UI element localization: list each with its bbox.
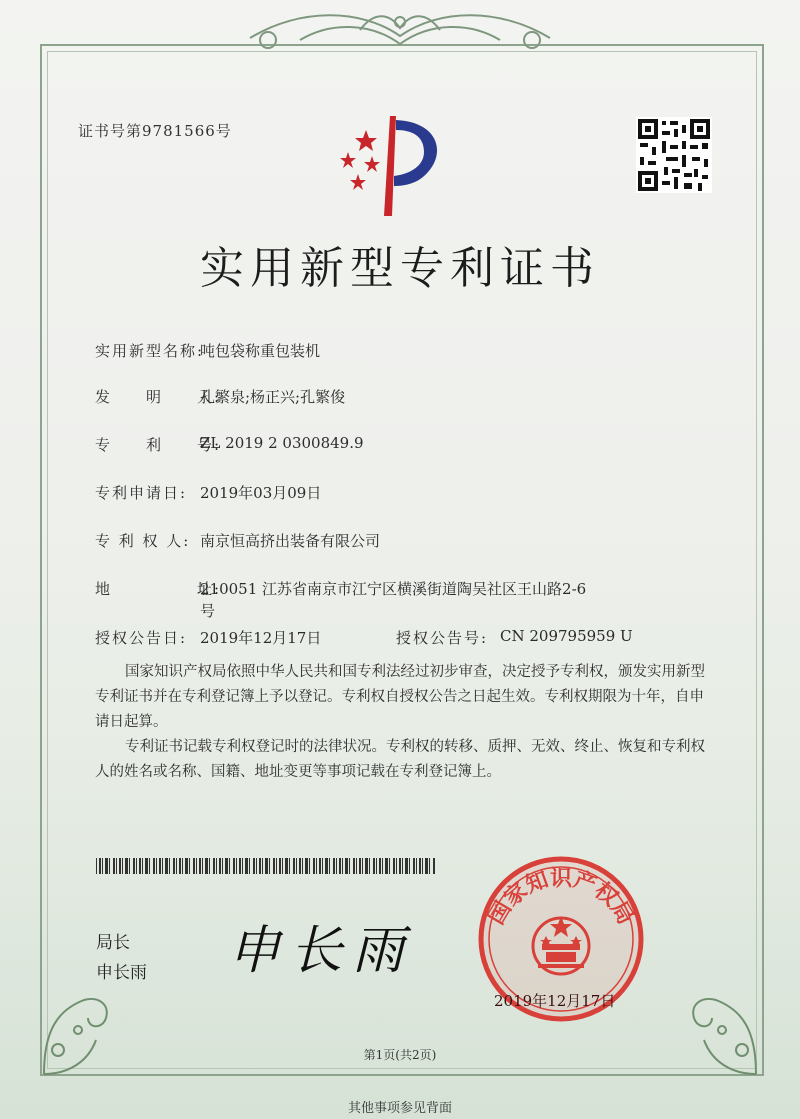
address-line-2: 号	[200, 602, 216, 620]
grant-statement-paragraph-2: 专利证书记载专利权登记时的法律状况。专利权的转移、质押、无效、终止、恢复和专利权人的姓名或名称、国籍、地址变更等事项记载在专利登记簿上。	[95, 739, 705, 780]
barcode-icon	[96, 858, 436, 874]
top-ornament-icon	[0, 0, 800, 80]
certificate-number: 证书号第9781566号	[78, 122, 232, 140]
patentee-value: 南京恒高挤出装备有限公司	[200, 532, 381, 550]
qr-code-icon	[636, 117, 712, 193]
patentee-label: 专 利 权 人:	[95, 532, 191, 550]
footer-note: 其他事项参见背面	[347, 1101, 452, 1116]
address-label: 地 址:	[95, 580, 222, 598]
signature-title: 局长	[96, 933, 130, 953]
inventor-label: 发 明 人:	[95, 388, 222, 406]
seal-text: 国家知识产权局	[484, 866, 638, 930]
grant-statement	[95, 660, 715, 735]
grant-number-value: CN 209795959 U	[500, 627, 633, 645]
issue-date: 2019年12月17日	[494, 992, 616, 1010]
legal-status-statement	[95, 735, 715, 785]
patent-number-value: ZL 2019 2 0300849.9	[200, 434, 364, 452]
filing-date-label: 专利申请日:	[95, 484, 188, 502]
page-indicator: 第1页(共2页)	[363, 1048, 437, 1062]
grant-date-label: 授权公告日:	[95, 629, 188, 647]
grant-number-label: 授权公告号:	[396, 629, 489, 647]
certificate-title: 实用新型专利证书	[200, 243, 600, 294]
patent-office-logo-icon	[328, 112, 448, 222]
handwritten-signature: 申长雨	[228, 921, 415, 981]
patent-number-label: 专 利 号:	[95, 436, 222, 454]
utility-name-label: 实用新型名称:	[95, 342, 205, 360]
bottom-left-ornament-icon	[38, 970, 128, 1080]
address-line-1: 210051 江苏省南京市江宁区横溪街道陶吴社区王山路2-6	[200, 580, 587, 598]
inventor-value: 孔繁泉;杨正兴;孔繁俊	[200, 388, 346, 406]
grant-statement-paragraph-1: 国家知识产权局依照中华人民共和国专利法经过初步审查，决定授予专利权，颁发实用新型专利证书并在专利登记簿上予以登记。专利权自授权公告之日起生效。专利权期限为十年，自申请日起算。	[95, 664, 705, 730]
bottom-right-ornament-icon	[672, 970, 762, 1080]
filing-date-value: 2019年03月09日	[200, 484, 322, 502]
signature-name: 申长雨	[96, 963, 147, 983]
grant-date-value: 2019年12月17日	[200, 629, 322, 647]
utility-name-value: 吨包袋称重包装机	[200, 342, 321, 360]
